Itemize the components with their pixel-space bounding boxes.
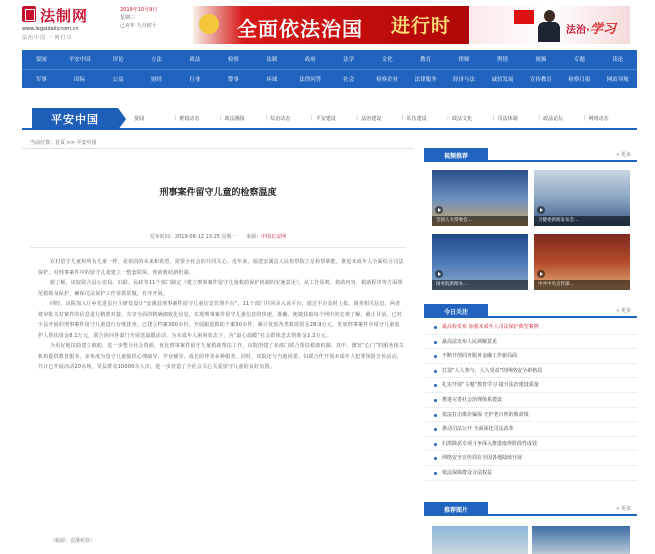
nav-item[interactable]: 宣传教育 bbox=[529, 77, 552, 83]
hot-news-item[interactable] bbox=[424, 437, 637, 452]
channel-link[interactable]: 网络动态 bbox=[588, 116, 609, 122]
nav-item[interactable]: 文化 bbox=[381, 57, 393, 63]
site-header bbox=[0, 0, 655, 48]
channel-link[interactable]: 法治建设 bbox=[361, 116, 382, 122]
hot-news-item[interactable] bbox=[424, 364, 637, 379]
article-paragraph: 为更好地扶助建立救助，进一步整合社会资源，优化刑事案件留守儿童救助帮扶工作，该院创建了多部门联合帮扶救助机制，其中，激发“心门”的服务相关机构提供教育服务，多角度为留守儿童提供心理疏导、学业辅导、成长陪伴等多种服务。同时，该院还与当地团委、妇联合作开展未成年人犯罪预防宣传活动，共计已开展活动20余场，受益群众10000余人次，进一步营造了全社会关心关爱留守儿童的良好氛围。 bbox=[38, 343, 404, 370]
hot-news-item[interactable] bbox=[424, 378, 637, 393]
article-paragraph: 农村留守儿童和所有儿童一样，是祖国的未来和希望。需要全社会的共同关心。近年来，福建安溪县人民检察院立足检察职能，推进未成年人全面综合司法保护，对刑事案件中的留守儿童建立一整套联保，创新救助新机制。 bbox=[38, 259, 404, 276]
video-caption: 中共中央宣传部… bbox=[534, 280, 630, 290]
bullet-icon bbox=[434, 326, 437, 329]
channel-link[interactable]: 要闻 bbox=[134, 116, 145, 122]
sidebar bbox=[424, 148, 637, 552]
portrait-image bbox=[538, 8, 560, 42]
article-source[interactable]: 中国长安网 bbox=[261, 234, 287, 240]
banner-study-title: 法治·学习 bbox=[566, 22, 616, 37]
hot-list bbox=[424, 320, 637, 481]
nav-item[interactable]: 教育 bbox=[420, 57, 432, 63]
hot-section-header bbox=[424, 304, 637, 318]
hot-news-title: 不断开创同舟服务金融工作新局面 bbox=[442, 353, 518, 360]
channel-link[interactable]: 司法体制 bbox=[497, 116, 518, 122]
video-more-link[interactable]: » 更多 bbox=[616, 152, 631, 158]
hot-section bbox=[424, 304, 637, 318]
flag-icon bbox=[514, 10, 534, 24]
nav-item[interactable]: 财经 bbox=[151, 77, 163, 83]
video-thumbnail[interactable] bbox=[432, 170, 528, 226]
logo-mark-icon bbox=[22, 6, 36, 22]
channel-separator: | bbox=[174, 115, 177, 121]
hot-news-item[interactable] bbox=[424, 349, 637, 364]
hot-news-item[interactable] bbox=[424, 451, 637, 466]
nav-item[interactable]: 立法 bbox=[151, 57, 163, 63]
article-footer: （稿源：安溪检察） bbox=[50, 538, 96, 544]
nav-item[interactable]: 政府 bbox=[304, 57, 316, 63]
article-source-label: 来源： bbox=[246, 234, 262, 240]
channel-separator: | bbox=[265, 115, 268, 121]
nav-item[interactable]: 法律服务 bbox=[414, 77, 437, 83]
banner-title: 全面依法治国 bbox=[237, 17, 363, 41]
article bbox=[22, 148, 414, 552]
hot-news-item[interactable] bbox=[424, 335, 637, 350]
hot-news-item[interactable] bbox=[424, 393, 637, 408]
news-image[interactable] bbox=[532, 526, 630, 554]
logo-url: www.legaldaily.com.cn bbox=[22, 26, 79, 32]
bullet-icon bbox=[434, 384, 437, 387]
article-title: 刑事案件留守儿童的检察温度 bbox=[159, 188, 277, 198]
hot-news-title: 网络安全宣传周在全国各地陆续开展 bbox=[442, 455, 523, 462]
hot-news-item[interactable] bbox=[424, 320, 637, 335]
channel-link[interactable]: 政法文化 bbox=[452, 116, 473, 122]
bullet-icon bbox=[434, 341, 437, 344]
channel-separator: | bbox=[447, 115, 449, 121]
video-section-header bbox=[424, 148, 637, 162]
bullet-icon bbox=[434, 399, 437, 402]
nav-item[interactable]: 律师 bbox=[458, 57, 470, 63]
nav-row-1 bbox=[22, 50, 637, 69]
hot-news-title: 依法保障群众合法权益 bbox=[442, 469, 493, 476]
nav-item[interactable]: 诚信发展 bbox=[491, 77, 514, 83]
logo-text: 法制网 bbox=[40, 7, 89, 25]
hot-more-link[interactable]: » 更多 bbox=[616, 308, 631, 314]
bullet-icon bbox=[434, 414, 437, 417]
breadcrumb: 当前位置：首页 >> 平安中国 bbox=[30, 140, 97, 146]
nav-item[interactable]: 网站导航 bbox=[606, 77, 629, 83]
date-weekday: 星期三 bbox=[120, 15, 136, 21]
video-caption: 国务院新闻办… bbox=[432, 280, 528, 290]
channel-separator: | bbox=[356, 115, 358, 121]
hot-news-item[interactable] bbox=[424, 466, 637, 481]
nav-item[interactable]: 检察企业 bbox=[376, 77, 399, 83]
article-meta bbox=[22, 233, 414, 240]
nav-item[interactable]: 读论 bbox=[612, 57, 624, 63]
hot-news-title: 最高检发布 加强未成年人司法保护典型案例 bbox=[442, 324, 539, 330]
nav-item[interactable]: 军事 bbox=[35, 77, 47, 83]
channel-link[interactable]: 平安建设 bbox=[315, 116, 336, 122]
hot-news-title: 扎实开展“主题”教育学习 提升法治建设质量 bbox=[442, 382, 539, 389]
play-icon[interactable] bbox=[537, 270, 545, 278]
nav-item[interactable]: 视频 bbox=[535, 57, 547, 63]
bullet-icon bbox=[434, 355, 437, 358]
news-more-link[interactable]: » 更多 bbox=[616, 506, 631, 512]
video-grid bbox=[432, 170, 632, 290]
hot-news-title: 最高法发布人民调解意见 bbox=[442, 338, 498, 345]
hot-news-title: 推进完善社会治理体系建设 bbox=[442, 396, 503, 403]
hot-section-title: 今日关注 bbox=[424, 304, 488, 318]
date-lunar: 己亥年 九月初十 bbox=[120, 23, 157, 29]
nav-item[interactable]: 国际 bbox=[74, 77, 86, 83]
nav-item[interactable]: 行业 bbox=[189, 77, 201, 83]
logo-slogan: 法治中国 一网打尽 bbox=[22, 35, 73, 41]
play-icon[interactable] bbox=[435, 206, 443, 214]
main-nav bbox=[22, 50, 637, 88]
emblem-icon bbox=[199, 14, 219, 34]
news-image[interactable] bbox=[432, 526, 528, 554]
play-icon[interactable] bbox=[537, 206, 545, 214]
nav-item[interactable]: 环球 bbox=[266, 77, 278, 83]
nav-item[interactable]: 政法 bbox=[189, 57, 201, 63]
video-caption: 卫健委新闻发布会… bbox=[534, 216, 630, 226]
nav-item[interactable]: 要闻 bbox=[35, 57, 47, 63]
nav-item[interactable]: 经济与法 bbox=[453, 77, 476, 83]
bullet-icon bbox=[434, 370, 437, 373]
banner-title-2: 进行时 bbox=[391, 15, 452, 37]
nav-item[interactable]: 检察 bbox=[227, 57, 239, 63]
date-box bbox=[120, 6, 192, 40]
channel-separator: | bbox=[310, 115, 313, 121]
video-thumbnail[interactable] bbox=[432, 234, 528, 290]
play-icon[interactable] bbox=[435, 270, 443, 278]
banner-rule-of-law[interactable] bbox=[193, 6, 469, 44]
channel-link[interactable]: 队伍建设 bbox=[406, 116, 427, 122]
video-thumbnail[interactable] bbox=[534, 234, 630, 290]
hot-news-title: 扫黑除恶专项斗争深入推进取得阶段性成效 bbox=[442, 440, 538, 447]
video-section-title: 视频推荐 bbox=[424, 148, 488, 162]
divider bbox=[30, 247, 406, 248]
channel-link[interactable]: 维稳动态 bbox=[179, 116, 200, 122]
channel-separator: | bbox=[583, 115, 586, 121]
nav-item[interactable]: 专题 bbox=[573, 57, 585, 63]
article-body bbox=[38, 257, 404, 373]
video-section bbox=[424, 148, 637, 287]
nav-item[interactable]: 舆情 bbox=[496, 57, 508, 63]
channel-separator: | bbox=[538, 115, 540, 121]
article-time: 发布时间：2019-08-12 13:25 星期一 bbox=[149, 234, 237, 240]
nav-item[interactable]: 警事 bbox=[227, 77, 239, 83]
channel-link[interactable]: 政法播报 bbox=[224, 116, 245, 122]
channel-separator: | bbox=[492, 115, 495, 121]
nav-item[interactable]: 法学 bbox=[343, 57, 355, 63]
nav-row-2 bbox=[22, 69, 637, 88]
nav-item[interactable]: 检察日报 bbox=[568, 77, 591, 83]
date-gregorian: 2019年10月9日 bbox=[120, 7, 158, 13]
news-section-title: 推荐图片 bbox=[424, 502, 488, 516]
hot-news-title: 推动司法公开 全面深化司法改革 bbox=[442, 426, 514, 433]
nav-item[interactable]: 法制 bbox=[266, 57, 278, 63]
hot-news-title: 打造“人人参与、人人受益”的网络安全新格局 bbox=[442, 367, 543, 374]
bullet-icon bbox=[434, 472, 437, 475]
nav-item[interactable]: 评论 bbox=[112, 57, 124, 63]
bullet-icon bbox=[434, 443, 437, 446]
news-section-header bbox=[424, 502, 637, 516]
channel-links bbox=[134, 115, 634, 125]
channel-bar bbox=[22, 108, 637, 130]
banner-study[interactable] bbox=[470, 6, 630, 44]
video-thumbnail[interactable] bbox=[534, 170, 630, 226]
site-logo[interactable] bbox=[22, 6, 110, 40]
channel-link[interactable]: 政法论坛 bbox=[543, 116, 564, 122]
channel-separator: | bbox=[219, 115, 222, 121]
bullet-icon bbox=[434, 457, 437, 460]
video-caption: 全国人大常委会… bbox=[432, 216, 528, 226]
channel-link[interactable]: 综治动态 bbox=[270, 116, 291, 122]
news-section bbox=[424, 502, 637, 516]
nav-item[interactable]: 法律问答 bbox=[299, 77, 322, 83]
channel-title[interactable]: 平安中国 bbox=[32, 108, 118, 130]
bullet-icon bbox=[434, 428, 437, 431]
article-paragraph: 据了解，该院联合县公安局、妇联、民政等11个部门制定《建立刑事案件留守儿童救助保护机制的实施意见》，从工作原则、救助内容、救助程序等方面规范救助及保护，确保司法保护工作常抓常做，有序开展。 bbox=[38, 280, 403, 297]
hot-news-item[interactable] bbox=[424, 422, 637, 437]
nav-item[interactable]: 平安中国 bbox=[68, 57, 91, 63]
hot-news-item[interactable] bbox=[424, 408, 637, 423]
nav-item[interactable]: 社会 bbox=[343, 77, 355, 83]
article-paragraph: 同时，该院加入厅乡先进县自主研发设计“安溪县刑事案件留守儿童信息管理平台”，11个部门共同录入该平台，通过平台及时上报、调查相关信息，两者将审批关对案件的信息进行精准对接，共享全面的精确细致化信息，实现刑事案件留守儿童信息的快速、准确、便捷获取每个网中的宏观了解。截止目前，已对全县开展的刑事案件留守儿童进行台账排查，已建立档案300余份，开展跟进救助个案30余件，累计发放各类救助资金28.9万元。发放刑事案件中留守儿童监护人帮扶资金8.1万元，联合协同各部门开展送温暖活动，为未成年人困境状态下，为“最心温暖”社会群体送去帮助金2.2万元。 bbox=[38, 301, 403, 339]
channel-separator: | bbox=[401, 115, 404, 121]
nav-item[interactable]: 公益 bbox=[112, 77, 124, 83]
hot-news-title: 依法打击欺诈骗保 守护老百姓的救命钱 bbox=[442, 411, 529, 418]
